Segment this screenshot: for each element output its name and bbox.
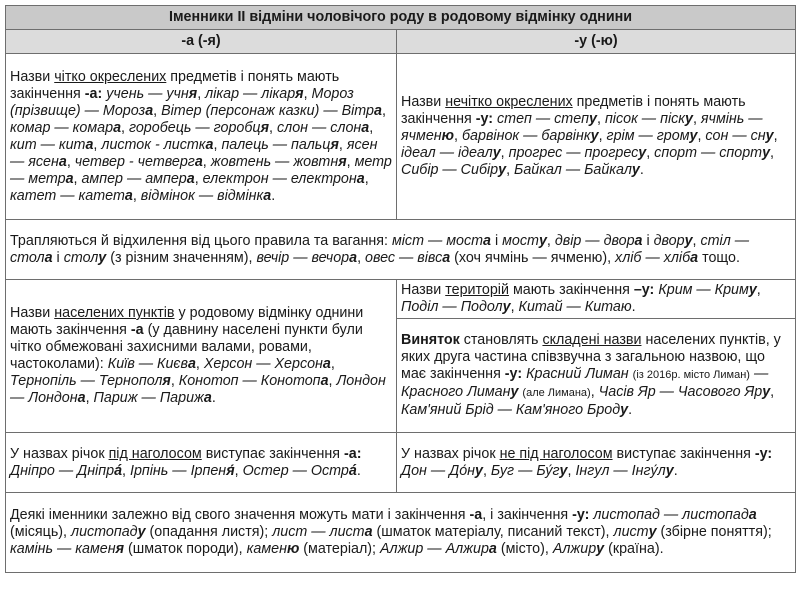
example-word: прогрес — прогресу xyxy=(508,145,647,161)
example-word: жовтень — жовтня xyxy=(210,153,347,170)
underlined-term: під наголосом xyxy=(108,445,202,462)
example-word: Херсон — Херсона xyxy=(203,356,331,372)
example-word: ампер — ампера xyxy=(81,170,195,187)
ending-label: -у: xyxy=(475,111,494,127)
example-word: Лондон — Лондона xyxy=(10,373,386,406)
example-word: Дон — До́ну xyxy=(401,462,483,479)
example-word: Ірпінь — Ірпеня́ xyxy=(129,462,235,479)
underlined-term: складені назви xyxy=(542,332,642,348)
ending-label: -у: xyxy=(754,445,773,462)
underlined-term: нечітко окреслених xyxy=(445,94,573,110)
example-word: ячмінь — ячменю xyxy=(401,111,763,144)
exception-label: Виняток xyxy=(401,332,460,348)
ending-label: -у: xyxy=(504,366,523,382)
example-word: метр — метра xyxy=(10,153,392,187)
example-word: Китай — Китаю xyxy=(518,299,632,315)
example-word: палець — пальця xyxy=(221,136,339,153)
underlined-term: не під наголосом xyxy=(499,445,613,462)
example-word: Дніпро — Дніпрá xyxy=(10,462,123,479)
example-word: пісок — піску xyxy=(604,111,693,127)
example-word: Мороз (прізвище) — Мороза xyxy=(10,85,354,119)
example-word: лікар — лікаря xyxy=(205,85,304,102)
example-word: ясен — ясена xyxy=(10,136,378,170)
example-word: кит — кита xyxy=(10,136,94,153)
example-word: електрон — електрона xyxy=(202,170,365,187)
example-word: слон — слона xyxy=(276,119,370,136)
example-word: степ — степу xyxy=(497,111,597,127)
underlined-term: населених пунктів xyxy=(54,305,175,321)
cell-rivers-unstressed: У назвах річок не під наголосом виступає закінчення -у: Дон — До́ну, Буг — Бу́гу, Інгул — Інгу́лу. xyxy=(397,433,796,493)
cell-exceptions: Трапляються й відхилення від цього правила та вагання: міст — моста і мосту, двір — двора і двору, стіл — стола і столу (з різним значенням), вечір — вечора, овес — вівса (хоч ячмінь — ячменю), хліб — хліба тощо. xyxy=(6,220,796,280)
footnote-small: (із 2016р. місто Лиман) xyxy=(632,369,750,381)
example-word: Інгул — Інгу́лу xyxy=(575,462,674,479)
ending-label: –у: xyxy=(633,282,655,298)
column-header-a: -а (-я) xyxy=(6,30,397,54)
example-word: горобець — горобця xyxy=(128,119,270,136)
cell-indefinite-objects: Назви нечітко окреслених предметів і понять мають закінчення -у: степ — степу, пісок — піску, ячмінь — ячменю, барвінок — барвінку, грім — грому, сон — сну, ідеал — ідеалу, прогрес — прогресу, спорт — спорту, Сибір — Сибіру, Байкал — Байкалу. xyxy=(397,54,796,220)
example-word: ідеал — ідеалу xyxy=(401,145,501,161)
example-word: листок - листка xyxy=(101,136,214,153)
example-word: комар — комара xyxy=(10,119,122,136)
example-word: Конотоп — Конотопа xyxy=(178,373,329,389)
example-list: Дніпро — Дніпрá, Ірпінь — Ірпеня́, Остер — Острá. xyxy=(10,462,361,479)
cell-settlements: Назви населених пунктів у родовому відмінку однини мають закінчення -а (у давнину населені пункти були чітко обмежовані захисними валами, ровами, частоколами): Київ — Києва, Херсон — Херсона, Тернопіль — Тернополя, Конотоп — Конотопа, Лондон — Лондона, Париж — Парижа. xyxy=(6,280,397,433)
example-word: барвінок — барвінку xyxy=(462,128,599,144)
example-word: сон — сну xyxy=(705,128,774,144)
example-word: грім — грому xyxy=(606,128,698,144)
ending-label: -а xyxy=(130,322,144,338)
example-list: учень — учня, лікар — лікаря, Мороз (прізвище) — Мороза, Вітер (персонаж казки) — Вітра, комар — комара, горобець — горобця, слон — слона, кит — кита, листок - листка, палець — пальця, ясен — ясена, четвер - четверга, жовтень — жовтня, метр — метра, ампер — ампера, електрон — електрона, катет — катета, відмінок — відмінка. xyxy=(10,85,392,204)
cell-territories: Назви територій мають закінчення –у: Крим — Криму, Поділ — Подолу, Китай — Китаю. xyxy=(397,280,796,319)
example-word: Буг — Бу́гу xyxy=(490,462,568,479)
example-word: Сибір — Сибіру xyxy=(401,162,507,178)
column-header-u: -у (-ю) xyxy=(397,30,796,54)
cell-compound-names: Виняток становлять складені назви населених пунктів, у яких друга частина співзвучна з загальною назвою, що має закінчення -у: Красний Лиман (із 2016р. місто Лиман) — Красного Лиману (але Лимана), Часів Яр — Часового Яру, Кам'яний Брід — Кам'яного Броду. xyxy=(397,319,796,433)
example-word: відмінок — відмінка xyxy=(140,187,272,204)
example-word: спорт — спорту xyxy=(654,145,771,161)
example-word: Тернопіль — Тернополя xyxy=(10,373,171,389)
example-word: учень — учня xyxy=(106,85,198,102)
example-word: Поділ — Подолу xyxy=(401,299,511,315)
example-word: катет — катета xyxy=(10,187,133,204)
example-list: Дон — До́ну, Буг — Бу́гу, Інгул — Інгу́лу. xyxy=(401,462,678,479)
ending-label: -а: xyxy=(344,445,362,462)
table-title: Іменники ІІ відміни чоловічого роду в родовому відмінку однини xyxy=(6,6,796,30)
cell-rivers-stressed: У назвах річок під наголосом виступає закінчення -а: Дніпро — Дніпрá, Ірпінь — Ірпеня́, Остер — Острá. xyxy=(6,433,397,493)
underlined-term: чітко окреслених xyxy=(54,68,167,85)
underlined-term: територій xyxy=(445,282,509,298)
cell-definite-objects: Назви чітко окреслених предметів і понять мають закінчення -а: учень — учня, лікар — лікаря, Мороз (прізвище) — Мороза, Вітер (персонаж казки) — Вітра, комар — комара, горобець — горобця, слон — слона, кит — кита, листок - листка, палець — пальця, ясен — ясена, четвер - четверга, жовтень — жовтня, метр — метра, ампер — ампера, електрон — електрона, катет — катета, відмінок — відмінка. xyxy=(6,54,397,220)
example-list: Київ — Києва, Херсон — Херсона, Тернопіль — Тернополя, Конотоп — Конотопа, Лондон — Лондона, Париж — Парижа. xyxy=(10,356,386,406)
example-word: Київ — Києва xyxy=(107,356,196,372)
example-word: Париж — Парижа xyxy=(93,390,212,406)
example-word: четвер - четверга xyxy=(74,153,203,170)
example-word: Вітер (персонаж казки) — Вітра xyxy=(161,102,382,119)
example-word: Крим — Криму xyxy=(658,282,757,298)
declension-table xyxy=(5,5,796,573)
example-list: степ — степу, пісок — піску, ячмінь — ячменю, барвінок — барвінку, грім — грому, сон — сну, ідеал — ідеалу, прогрес — прогресу, спорт — спорту, Сибір — Сибіру, Байкал — Байкалу. xyxy=(401,111,778,178)
example-word: Байкал — Байкалу xyxy=(514,162,640,178)
ending-label: -а: xyxy=(84,85,103,102)
cell-meaning-dependent: Деякі іменники залежно від свого значення можуть мати і закінчення -а, і закінчення -у: листопад — листопада (місяць), листопаду (опадання листя); лист — листа (шматок матеріалу, писаний текст), листу (збірне поняття); камінь — каменя (шматок породи), каменю (матеріал); Алжир — Алжира (місто), Алжиру (країна). xyxy=(6,493,796,573)
example-word: Остер — Острá xyxy=(242,462,357,479)
example-list: Крим — Криму, Поділ — Подолу, Китай — Китаю. xyxy=(401,282,761,315)
footnote-small: (але Лимана) xyxy=(522,387,591,399)
